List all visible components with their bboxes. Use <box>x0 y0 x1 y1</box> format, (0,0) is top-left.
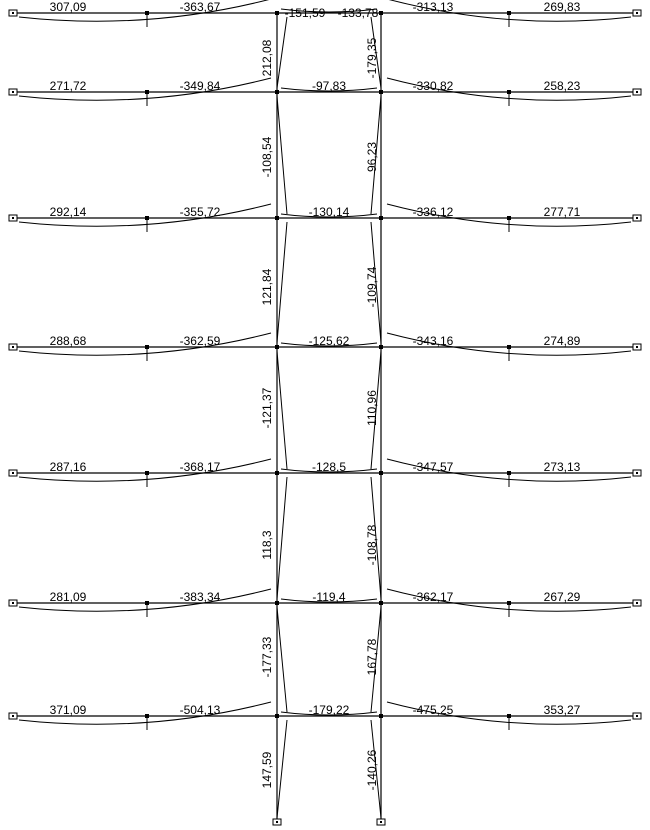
node-mid-left-level-3 <box>145 471 149 475</box>
node-mid-right-level-4 <box>507 345 511 349</box>
value-right-span-field-level-5: 277,71 <box>543 205 581 219</box>
support-left-level-3-pin <box>12 472 14 474</box>
value-left-span-support-level-4: -362,59 <box>179 334 221 348</box>
value-right-span-field-level-1: 353,27 <box>543 703 581 717</box>
value-right-span-field-level-2: 267,29 <box>543 590 581 604</box>
value-center-level-4: -125,62 <box>308 334 350 348</box>
support-right-level-2-pin <box>636 602 638 604</box>
value-right-span-field-level-3: 273,13 <box>543 460 581 474</box>
value-left-span-field-level-7: 307,09 <box>49 0 87 14</box>
node-col-right-level-1 <box>379 714 383 718</box>
value-left-span-field-level-3: 287,16 <box>49 460 87 474</box>
node-mid-right-level-2 <box>507 601 511 605</box>
node-mid-right-level-5 <box>507 216 511 220</box>
support-right-level-3-pin <box>636 472 638 474</box>
column-left-moment-4 <box>277 351 287 469</box>
node-col-right-level-4 <box>379 345 383 349</box>
node-mid-left-level-6 <box>145 90 149 94</box>
support-right-level-7-pin <box>636 12 638 14</box>
value-column-left-story-6: -108,54 <box>260 136 274 178</box>
value-left-span-field-level-4: 288,68 <box>49 334 87 348</box>
value-center-level-2: -119,4 <box>312 590 346 604</box>
column-left-moment-7 <box>277 17 287 88</box>
value-column-left-story-7: 212,08 <box>260 39 274 77</box>
value-column-left-story-2: -177,33 <box>260 636 274 678</box>
value-left-span-field-level-6: 271,72 <box>49 79 87 93</box>
value-column-left-story-5: 121,84 <box>260 268 274 306</box>
node-col-right-level-6 <box>379 90 383 94</box>
value-column-right-story-3: -108,78 <box>365 524 379 566</box>
value-right-span-support-level-4: -343,16 <box>412 334 454 348</box>
column-left-moment-2 <box>277 607 287 712</box>
value-left-span-support-level-5: -355,72 <box>179 205 221 219</box>
column-left-moment-6 <box>277 96 287 214</box>
value-left-span-support-level-7: -363,67 <box>179 0 221 14</box>
value-center-right-level-7: -133,78 <box>337 6 379 20</box>
support-right-level-1-pin <box>636 715 638 717</box>
value-right-span-field-level-6: 258,23 <box>543 79 581 93</box>
support-right-level-6-pin <box>636 91 638 93</box>
node-mid-left-level-7 <box>145 11 149 15</box>
support-left-level-2-pin <box>12 602 14 604</box>
value-column-left-story-1: 147,59 <box>260 751 274 789</box>
value-right-span-support-level-5: -336,12 <box>412 205 454 219</box>
column-left-moment-1 <box>277 720 287 818</box>
node-mid-left-level-2 <box>145 601 149 605</box>
node-col-right-level-3 <box>379 471 383 475</box>
support-base-left-pin <box>276 821 278 823</box>
support-right-level-4-pin <box>636 346 638 348</box>
value-left-span-field-level-1: 371,09 <box>49 703 87 717</box>
node-col-left-level-7 <box>275 11 279 15</box>
support-left-level-7-pin <box>12 12 14 14</box>
node-col-right-level-2 <box>379 601 383 605</box>
value-column-right-story-2: 167,78 <box>365 638 379 676</box>
node-col-right-level-5 <box>379 216 383 220</box>
node-mid-right-level-3 <box>507 471 511 475</box>
support-right-level-5-pin <box>636 217 638 219</box>
value-column-right-story-4: 110,96 <box>365 390 379 426</box>
node-col-left-level-3 <box>275 471 279 475</box>
column-left-moment-5 <box>277 222 287 343</box>
node-col-left-level-6 <box>275 90 279 94</box>
support-left-level-1-pin <box>12 715 14 717</box>
node-col-left-level-1 <box>275 714 279 718</box>
value-right-span-support-level-2: -362,17 <box>412 590 454 604</box>
column-left-moment-3 <box>277 477 287 599</box>
value-right-span-field-level-4: 274,89 <box>543 334 581 348</box>
value-left-span-field-level-2: 281,09 <box>49 590 87 604</box>
value-center-level-5: -130,14 <box>308 205 350 219</box>
value-center-left-level-7: -151,59 <box>284 6 326 20</box>
support-base-right-pin <box>380 821 382 823</box>
value-center-level-3: -128,5 <box>311 460 347 474</box>
value-center-level-1: -179,22 <box>308 703 350 717</box>
value-right-span-support-level-6: -330,82 <box>412 79 454 93</box>
support-left-level-4-pin <box>12 346 14 348</box>
node-col-left-level-2 <box>275 601 279 605</box>
value-right-span-support-level-3: -347,57 <box>412 460 454 474</box>
node-mid-left-level-5 <box>145 216 149 220</box>
node-mid-right-level-6 <box>507 90 511 94</box>
value-right-span-support-level-7: -313,13 <box>412 0 454 14</box>
value-right-span-support-level-1: -475,25 <box>412 703 454 717</box>
value-column-right-story-5: -109,74 <box>365 266 379 308</box>
value-left-span-support-level-2: -383,34 <box>179 590 221 604</box>
value-left-span-support-level-1: -504,13 <box>179 703 221 717</box>
support-left-level-5-pin <box>12 217 14 219</box>
value-left-span-field-level-5: 292,14 <box>49 205 87 219</box>
value-column-right-story-1: -140,26 <box>365 749 379 791</box>
value-center-level-6: -97,83 <box>311 79 347 93</box>
support-left-level-6-pin <box>12 91 14 93</box>
node-col-right-level-7 <box>379 11 383 15</box>
node-mid-right-level-7 <box>507 11 511 15</box>
value-column-left-story-3: 118,3 <box>260 530 274 560</box>
value-column-right-story-6: 96,23 <box>365 141 379 173</box>
value-left-span-support-level-6: -349,84 <box>179 79 221 93</box>
node-mid-right-level-1 <box>507 714 511 718</box>
node-mid-left-level-4 <box>145 345 149 349</box>
value-column-left-story-4: -121,37 <box>260 387 274 429</box>
node-col-left-level-4 <box>275 345 279 349</box>
value-left-span-support-level-3: -368,17 <box>179 460 221 474</box>
value-right-span-field-level-7: 269,83 <box>543 0 581 14</box>
node-mid-left-level-1 <box>145 714 149 718</box>
value-column-right-story-7: -179,35 <box>365 37 379 79</box>
node-col-left-level-5 <box>275 216 279 220</box>
